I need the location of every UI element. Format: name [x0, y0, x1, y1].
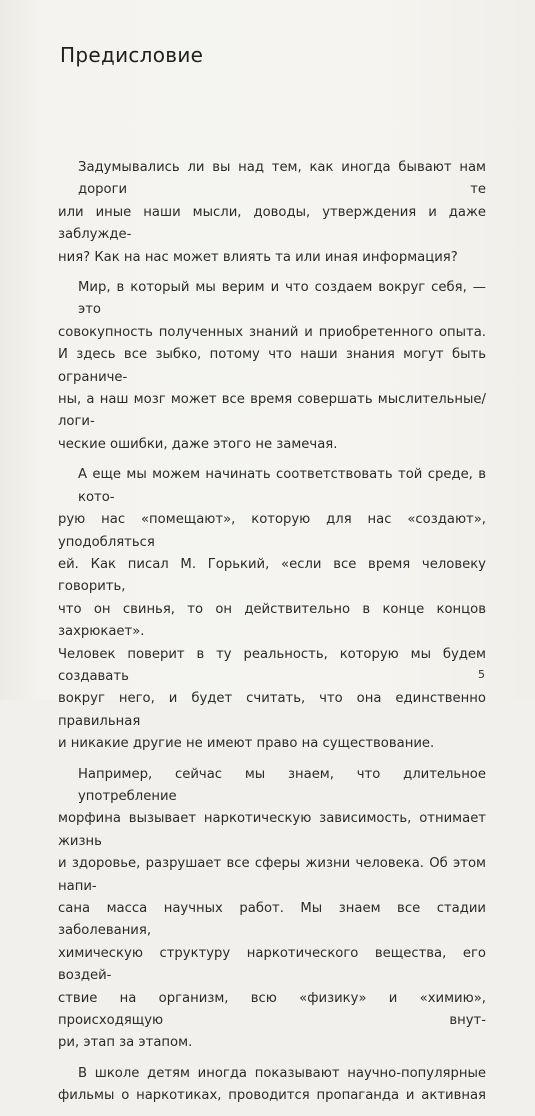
text-line: Задумывались ли вы над тем, как иногда бывают нам дороги те: [78, 160, 486, 198]
paragraph-4: [58, 764, 486, 1055]
text-line: И здесь все зыбко, потому что наши знания могут быть ограниче-: [58, 347, 486, 385]
text-line: что он свинья, то он действительно в конце концов захрюкает».: [58, 601, 486, 640]
text-line: вокруг него, и будет считать, что она единственно правильная: [58, 691, 486, 729]
text-line: или иные наши мысли, доводы, утверждения и даже заблужде-: [58, 204, 486, 243]
text-line: ния? Как на нас может влиять та или иная информация?: [58, 249, 458, 265]
text-line: и никакие другие не имеют право на существование.: [58, 736, 435, 752]
text-line: Мир, в который мы верим и что создаем вокруг себя, — это: [78, 280, 486, 318]
text-line: Например, сейчас мы знаем, что длительное употребление: [78, 766, 486, 804]
text-line: ствие на организм, всю «физику» и «химию», происходящую внут-: [58, 990, 486, 1029]
text-line: сана масса научных работ. Мы знаем все стадии заболевания,: [58, 901, 486, 939]
text-line: морфина вызывает наркотическую зависимость, отнимает жизнь: [58, 811, 486, 849]
page-number: 5: [478, 668, 485, 681]
text-line: рую нас «помещают», которую для нас «создают», уподобляться: [58, 512, 486, 550]
text-line: фильмы о наркотиках, проводится пропаганда и активная: [58, 1088, 486, 1104]
text-line: ри, этап за этапом.: [58, 1035, 193, 1051]
paragraph-5: [58, 1063, 486, 1108]
text-line: химическую структуру наркотического вещества, его воздей-: [58, 945, 486, 984]
body-text: [58, 157, 486, 1116]
paragraph-2: [58, 277, 486, 456]
text-line: Человек поверит в ту реальность, которую мы будем создавать: [58, 646, 486, 684]
text-line: совокупность полученных знаний и приобретенного опыта.: [58, 324, 486, 340]
text-line: и здоровье, разрушает все сферы жизни человека. Об этом напи-: [58, 856, 486, 894]
text-line: А еще мы можем начинать соответствовать той среде, в кото-: [78, 467, 486, 505]
paragraph-3: [58, 464, 486, 755]
text-line: ны, а наш мозг может все время совершать мыслительные/логи-: [58, 392, 486, 430]
page-heading: Предисловие: [60, 43, 204, 67]
text-line: ей. Как писал М. Горький, «если все время человеку говорить,: [58, 556, 486, 595]
text-line: ческие ошибки, даже этого не замечая.: [58, 436, 338, 452]
paragraph-1: [58, 157, 486, 269]
text-line: В школе детям иногда показывают научно-популярные: [78, 1065, 486, 1081]
